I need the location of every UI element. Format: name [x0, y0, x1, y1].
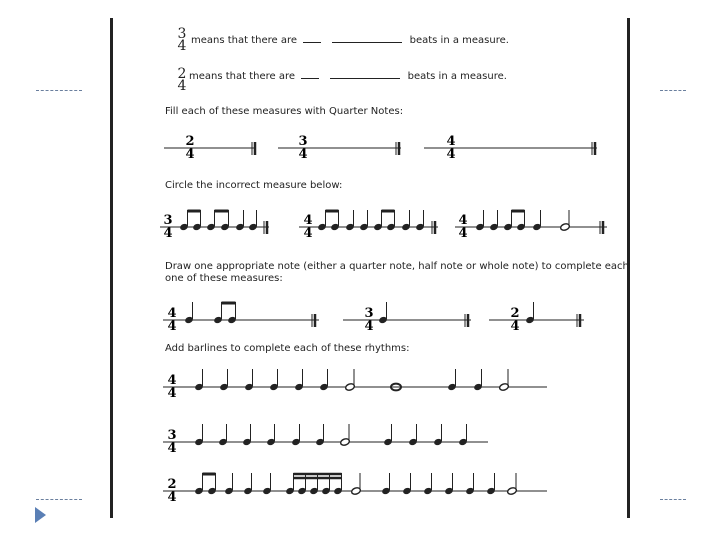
- rhythm-line[interactable]: [163, 473, 547, 505]
- rhythm-line[interactable]: [163, 369, 547, 401]
- q2-text-after: beats in a measure.: [407, 71, 507, 82]
- fill-measure[interactable]: [424, 134, 597, 162]
- draw-measure[interactable]: [489, 302, 584, 334]
- time-sig-bottom: 4: [298, 147, 308, 162]
- time-sig-top: 4: [167, 306, 177, 321]
- time-sig-top: 4: [446, 134, 456, 149]
- draw-heading-line2: one of these measures:: [165, 273, 283, 284]
- time-sig-bottom: 4: [163, 226, 173, 241]
- q1-sig-top: 3: [177, 26, 187, 42]
- q1-text-after: beats in a measure.: [409, 35, 509, 46]
- time-sig-bottom: 4: [303, 226, 313, 241]
- time-sig-top: 3: [298, 134, 308, 149]
- draw-heading-line1: Draw one appropriate note (either a quarter note, half note or whole note) to complete each: [165, 261, 629, 272]
- q2-sig-top: 2: [177, 66, 187, 82]
- q2-text-before: means that there are: [189, 71, 296, 82]
- circle-measure[interactable]: [299, 210, 438, 241]
- time-sig-top: 2: [185, 134, 195, 149]
- time-sig-bottom: 4: [167, 490, 177, 505]
- time-sig-bottom: 4: [167, 319, 177, 334]
- q1-sig-bottom: 4: [177, 38, 187, 54]
- time-sig-top: 4: [303, 213, 313, 228]
- time-sig-bottom: 4: [364, 319, 374, 334]
- fill-measure[interactable]: [164, 134, 256, 162]
- q2-sig-bottom: 4: [177, 78, 187, 94]
- barlines-heading: Add barlines to complete each of these rhythms:: [165, 343, 410, 354]
- time-sig-top: 2: [510, 306, 520, 321]
- time-sig-bottom: 4: [446, 147, 456, 162]
- draw-measure[interactable]: [343, 302, 471, 334]
- time-sig-bottom: 4: [510, 319, 520, 334]
- time-sig-bottom: 4: [167, 441, 177, 456]
- fill-heading: Fill each of these measures with Quarter Notes:: [165, 106, 404, 117]
- time-sig-top: 3: [364, 306, 374, 321]
- circle-measure[interactable]: [455, 210, 607, 241]
- circle-heading: Circle the incorrect measure below:: [165, 180, 343, 191]
- circle-measure[interactable]: [160, 210, 269, 241]
- q1-text-before: means that there are: [191, 35, 298, 46]
- time-sig-top: 3: [167, 428, 177, 443]
- time-sig-top: 3: [163, 213, 173, 228]
- time-sig-top: 2: [167, 477, 177, 492]
- time-sig-bottom: 4: [167, 386, 177, 401]
- rhythm-line[interactable]: [163, 424, 488, 456]
- time-sig-bottom: 4: [185, 147, 195, 162]
- fill-measure[interactable]: [278, 134, 401, 162]
- draw-measure[interactable]: [163, 302, 319, 334]
- time-sig-top: 4: [458, 213, 468, 228]
- time-sig-top: 4: [167, 373, 177, 388]
- time-sig-bottom: 4: [458, 226, 468, 241]
